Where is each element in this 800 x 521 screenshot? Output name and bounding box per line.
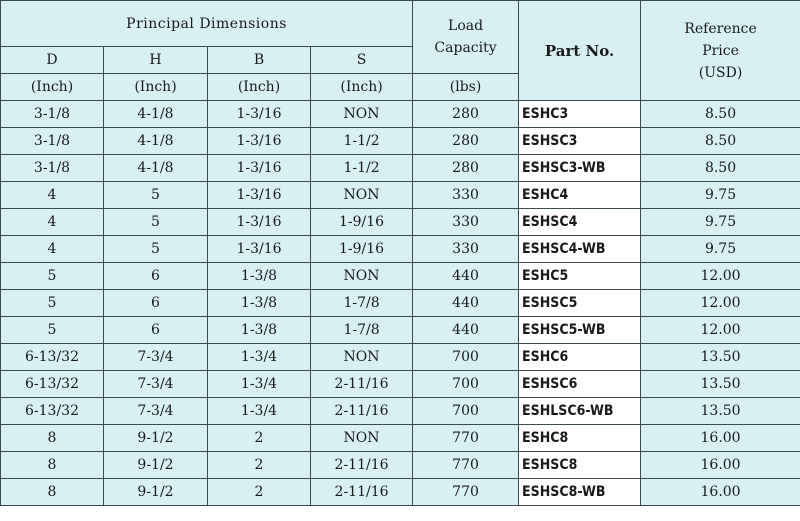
cell-load-capacity: 330 (413, 182, 519, 209)
cell-part-no: ESHLSC6-WB (519, 398, 641, 425)
cell-part-no: ESHSC8 (519, 452, 641, 479)
cell-reference-price: 16.00 (641, 425, 800, 452)
cell-reference-price: 16.00 (641, 452, 800, 479)
col-d-unit: (Inch) (1, 74, 104, 101)
table-row (1, 398, 800, 425)
cell-d: 6-13/32 (1, 398, 104, 425)
part-no-header: Part No. (519, 1, 641, 101)
cell-part-no: ESHSC5-WB (519, 317, 641, 344)
cell-reference-price: 13.50 (641, 344, 800, 371)
principal-dimensions-header: Principal Dimensions (1, 1, 413, 47)
cell-s: 2-11/16 (311, 398, 413, 425)
cell-part-no: ESHSC3 (519, 128, 641, 155)
cell-b: 1-3/4 (208, 344, 311, 371)
cell-s: 1-7/8 (311, 317, 413, 344)
col-d-header: D (1, 47, 104, 74)
cell-reference-price: 12.00 (641, 290, 800, 317)
cell-part-no: ESHC3 (519, 101, 641, 128)
cell-load-capacity: 700 (413, 344, 519, 371)
cell-d: 4 (1, 182, 104, 209)
cell-s: 1-9/16 (311, 209, 413, 236)
cell-s: 2-11/16 (311, 371, 413, 398)
cell-d: 5 (1, 317, 104, 344)
cell-reference-price: 9.75 (641, 236, 800, 263)
cell-b: 1-3/4 (208, 371, 311, 398)
cell-load-capacity: 280 (413, 155, 519, 182)
cell-h: 7-3/4 (104, 398, 208, 425)
cell-b: 1-3/16 (208, 128, 311, 155)
table-row (1, 371, 800, 398)
table-row (1, 128, 800, 155)
cell-h: 4-1/8 (104, 101, 208, 128)
cell-b: 1-3/8 (208, 317, 311, 344)
cell-load-capacity: 440 (413, 290, 519, 317)
cell-part-no: ESHC5 (519, 263, 641, 290)
table-row (1, 317, 800, 344)
cell-d: 8 (1, 452, 104, 479)
col-b-unit: (Inch) (208, 74, 311, 101)
cell-b: 1-3/16 (208, 236, 311, 263)
cell-h: 6 (104, 263, 208, 290)
cell-load-capacity: 700 (413, 398, 519, 425)
cell-load-capacity: 280 (413, 128, 519, 155)
cell-part-no: ESHSC4 (519, 209, 641, 236)
cell-d: 4 (1, 209, 104, 236)
table-row (1, 290, 800, 317)
cell-b: 1-3/16 (208, 155, 311, 182)
cell-b: 1-3/8 (208, 290, 311, 317)
cell-load-capacity: 700 (413, 371, 519, 398)
cell-part-no: ESHSC4-WB (519, 236, 641, 263)
cell-s: NON (311, 101, 413, 128)
cell-reference-price: 8.50 (641, 101, 800, 128)
cell-s: 1-7/8 (311, 290, 413, 317)
col-load-unit: (lbs) (413, 74, 519, 101)
cell-reference-price: 9.75 (641, 182, 800, 209)
cell-s: NON (311, 344, 413, 371)
table-row (1, 344, 800, 371)
cell-load-capacity: 330 (413, 236, 519, 263)
cell-h: 9-1/2 (104, 425, 208, 452)
cell-b: 1-3/8 (208, 263, 311, 290)
table-row (1, 236, 800, 263)
cell-b: 1-3/4 (208, 398, 311, 425)
cell-s: 1-1/2 (311, 128, 413, 155)
cell-reference-price: 8.50 (641, 128, 800, 155)
cell-s: NON (311, 182, 413, 209)
cell-reference-price: 9.75 (641, 209, 800, 236)
cell-part-no: ESHC8 (519, 425, 641, 452)
cell-h: 5 (104, 236, 208, 263)
cell-part-no: ESHC6 (519, 344, 641, 371)
price-header-line2: Price (702, 42, 739, 59)
cell-h: 5 (104, 209, 208, 236)
cell-part-no: ESHC4 (519, 182, 641, 209)
cell-s: 1-9/16 (311, 236, 413, 263)
table-row (1, 425, 800, 452)
cell-s: 2-11/16 (311, 479, 413, 506)
cell-h: 9-1/2 (104, 479, 208, 506)
cell-h: 9-1/2 (104, 452, 208, 479)
cell-d: 8 (1, 425, 104, 452)
cell-d: 3-1/8 (1, 101, 104, 128)
cell-load-capacity: 280 (413, 101, 519, 128)
cell-h: 7-3/4 (104, 344, 208, 371)
table-row (1, 479, 800, 506)
cell-b: 2 (208, 479, 311, 506)
load-header-line1: Load (448, 18, 484, 34)
cell-d: 6-13/32 (1, 344, 104, 371)
cell-reference-price: 12.00 (641, 263, 800, 290)
price-header-line1: Reference (684, 20, 757, 37)
load-header-line2: Capacity (434, 40, 497, 56)
cell-d: 3-1/8 (1, 128, 104, 155)
cell-reference-price: 8.50 (641, 155, 800, 182)
cell-d: 4 (1, 236, 104, 263)
col-h-header: H (104, 47, 208, 74)
cell-h: 6 (104, 317, 208, 344)
cell-b: 2 (208, 425, 311, 452)
cell-s: 1-1/2 (311, 155, 413, 182)
cell-d: 5 (1, 290, 104, 317)
cell-b: 1-3/16 (208, 182, 311, 209)
cell-load-capacity: 330 (413, 209, 519, 236)
cell-reference-price: 16.00 (641, 479, 800, 506)
load-capacity-header (413, 1, 519, 74)
cell-reference-price: 13.50 (641, 398, 800, 425)
table-body (1, 101, 800, 506)
cell-h: 5 (104, 182, 208, 209)
cell-part-no: ESHSC3-WB (519, 155, 641, 182)
cell-h: 4-1/8 (104, 155, 208, 182)
cell-s: NON (311, 263, 413, 290)
cell-reference-price: 12.00 (641, 317, 800, 344)
table-row (1, 263, 800, 290)
col-h-unit: (Inch) (104, 74, 208, 101)
cell-d: 5 (1, 263, 104, 290)
cell-reference-price: 13.50 (641, 371, 800, 398)
cell-d: 8 (1, 479, 104, 506)
cell-load-capacity: 440 (413, 317, 519, 344)
cell-s: NON (311, 425, 413, 452)
cell-load-capacity: 770 (413, 479, 519, 506)
table-row (1, 209, 800, 236)
table-row (1, 101, 800, 128)
col-s-unit: (Inch) (311, 74, 413, 101)
cell-d: 3-1/8 (1, 155, 104, 182)
cell-h: 6 (104, 290, 208, 317)
cell-d: 6-13/32 (1, 371, 104, 398)
cell-load-capacity: 440 (413, 263, 519, 290)
cell-b: 1-3/16 (208, 209, 311, 236)
table-header (1, 1, 800, 101)
cell-part-no: ESHSC5 (519, 290, 641, 317)
col-b-header: B (208, 47, 311, 74)
price-header-line3: (USD) (698, 64, 743, 81)
reference-price-header (641, 1, 800, 101)
table-row (1, 452, 800, 479)
cell-s: 2-11/16 (311, 452, 413, 479)
cell-load-capacity: 770 (413, 452, 519, 479)
table-row (1, 182, 800, 209)
cell-load-capacity: 770 (413, 425, 519, 452)
cell-h: 7-3/4 (104, 371, 208, 398)
cell-h: 4-1/8 (104, 128, 208, 155)
cell-b: 1-3/16 (208, 101, 311, 128)
col-s-header: S (311, 47, 413, 74)
table-row (1, 155, 800, 182)
cell-part-no: ESHSC6 (519, 371, 641, 398)
cell-part-no: ESHSC8-WB (519, 479, 641, 506)
cell-b: 2 (208, 452, 311, 479)
